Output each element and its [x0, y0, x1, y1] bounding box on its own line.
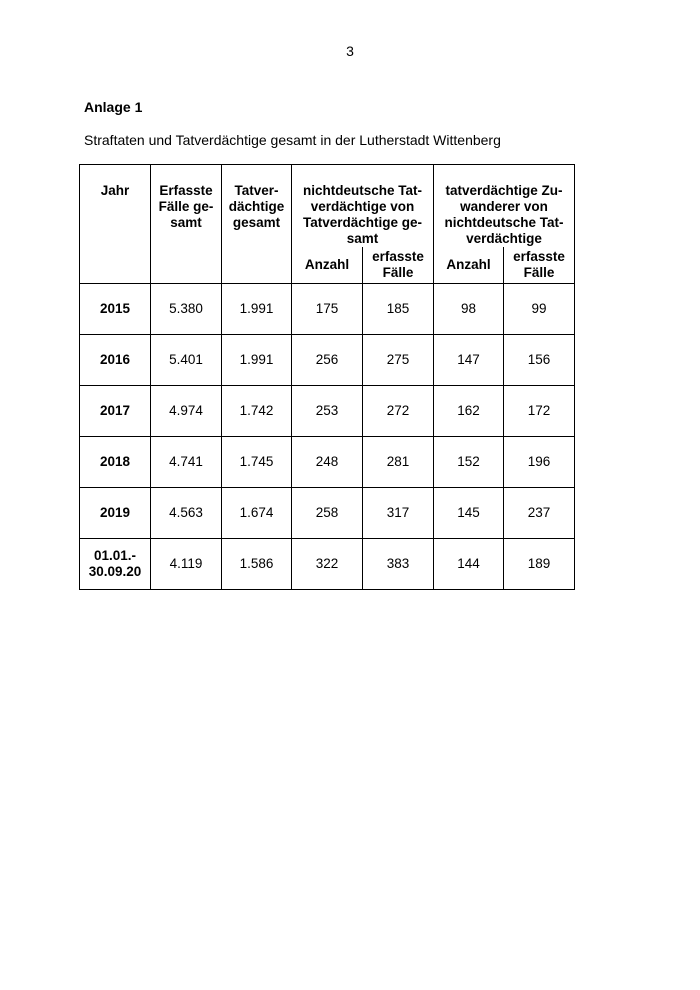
header-nichtdeutsche — [292, 165, 434, 248]
cell-tatverdaechtige: 1.674 — [222, 488, 292, 539]
cell-tatverdaechtige: 1.745 — [222, 437, 292, 488]
header-line: nichtdeutsche Tat- — [444, 215, 564, 230]
cell-faelle: 4.741 — [151, 437, 222, 488]
cell-nd-faelle: 383 — [363, 539, 434, 590]
cell-jahr — [80, 488, 151, 539]
header-zuwanderer — [434, 165, 575, 248]
table-row — [80, 335, 575, 386]
table-row — [80, 386, 575, 437]
subheader-nd-anzahl: Anzahl — [292, 247, 363, 284]
header-line: tatverdächtige Zu- — [445, 183, 563, 198]
cell-faelle: 4.974 — [151, 386, 222, 437]
cell-faelle: 4.563 — [151, 488, 222, 539]
header-line: Tatverdächtige ge- — [302, 215, 423, 230]
cell-zw-faelle: 196 — [504, 437, 575, 488]
cell-zw-anzahl: 144 — [434, 539, 504, 590]
table-row — [80, 488, 575, 539]
header-line: samt — [346, 231, 379, 246]
cell-zw-anzahl: 145 — [434, 488, 504, 539]
subheader-zw-faelle — [504, 247, 575, 284]
appendix-title: Anlage 1 — [84, 99, 143, 115]
header-line: Tatver- — [234, 183, 279, 198]
cell-zw-faelle: 99 — [504, 284, 575, 335]
header-line: samt — [170, 215, 202, 230]
table-row — [80, 437, 575, 488]
year-line: 2019 — [99, 505, 131, 520]
cell-zw-anzahl: 147 — [434, 335, 504, 386]
cell-zw-anzahl: 152 — [434, 437, 504, 488]
statistics-table — [79, 164, 575, 590]
cell-nd-anzahl: 248 — [292, 437, 363, 488]
cell-jahr — [80, 539, 151, 590]
header-line: wanderer von — [460, 199, 548, 214]
cell-jahr — [80, 386, 151, 437]
header-line: erfasste — [513, 249, 565, 264]
year-line: 01.01.- — [93, 548, 137, 563]
cell-nd-anzahl: 322 — [292, 539, 363, 590]
header-erfasste-faelle — [151, 165, 222, 284]
cell-jahr — [80, 284, 151, 335]
cell-faelle: 5.380 — [151, 284, 222, 335]
cell-tatverdaechtige: 1.586 — [222, 539, 292, 590]
cell-nd-anzahl: 256 — [292, 335, 363, 386]
header-line: Fälle ge- — [158, 199, 214, 214]
table-row — [80, 539, 575, 590]
year-line: 2015 — [99, 301, 131, 316]
cell-nd-anzahl: 258 — [292, 488, 363, 539]
header-tatverdaechtige — [222, 165, 292, 284]
header-line: nichtdeutsche Tat- — [302, 183, 422, 198]
cell-faelle: 5.401 — [151, 335, 222, 386]
cell-nd-anzahl: 253 — [292, 386, 363, 437]
cell-nd-faelle: 272 — [363, 386, 434, 437]
header-line: gesamt — [232, 215, 281, 230]
cell-zw-anzahl: 98 — [434, 284, 504, 335]
cell-zw-faelle: 189 — [504, 539, 575, 590]
header-line: erfasste — [372, 249, 424, 264]
header-line: verdächtige — [466, 231, 542, 246]
table-header-row — [80, 165, 575, 248]
cell-zw-faelle: 172 — [504, 386, 575, 437]
year-line: 2016 — [99, 352, 131, 367]
subheader-nd-faelle — [363, 247, 434, 284]
cell-nd-faelle: 275 — [363, 335, 434, 386]
cell-tatverdaechtige: 1.991 — [222, 335, 292, 386]
header-line: Fälle — [382, 265, 414, 280]
cell-tatverdaechtige: 1.742 — [222, 386, 292, 437]
document-heading: Straftaten und Tatverdächtige gesamt in der Lutherstadt Wittenberg — [84, 132, 501, 148]
year-line: 2017 — [99, 403, 131, 418]
cell-tatverdaechtige: 1.991 — [222, 284, 292, 335]
cell-nd-anzahl: 175 — [292, 284, 363, 335]
table-body — [80, 284, 575, 590]
header-line: Fälle — [523, 265, 555, 280]
header-jahr: Jahr — [80, 165, 151, 284]
cell-faelle: 4.119 — [151, 539, 222, 590]
year-line: 2018 — [99, 454, 131, 469]
table-row — [80, 284, 575, 335]
cell-jahr — [80, 335, 151, 386]
subheader-zw-anzahl: Anzahl — [434, 247, 504, 284]
header-line: Erfasste — [159, 183, 213, 198]
cell-zw-faelle: 237 — [504, 488, 575, 539]
cell-zw-faelle: 156 — [504, 335, 575, 386]
header-line: verdächtige von — [310, 199, 415, 214]
header-line: dächtige — [228, 199, 285, 214]
cell-nd-faelle: 317 — [363, 488, 434, 539]
cell-jahr — [80, 437, 151, 488]
cell-nd-faelle: 281 — [363, 437, 434, 488]
year-line: 30.09.20 — [88, 564, 142, 579]
cell-zw-anzahl: 162 — [434, 386, 504, 437]
cell-nd-faelle: 185 — [363, 284, 434, 335]
page-number: 3 — [346, 43, 354, 59]
